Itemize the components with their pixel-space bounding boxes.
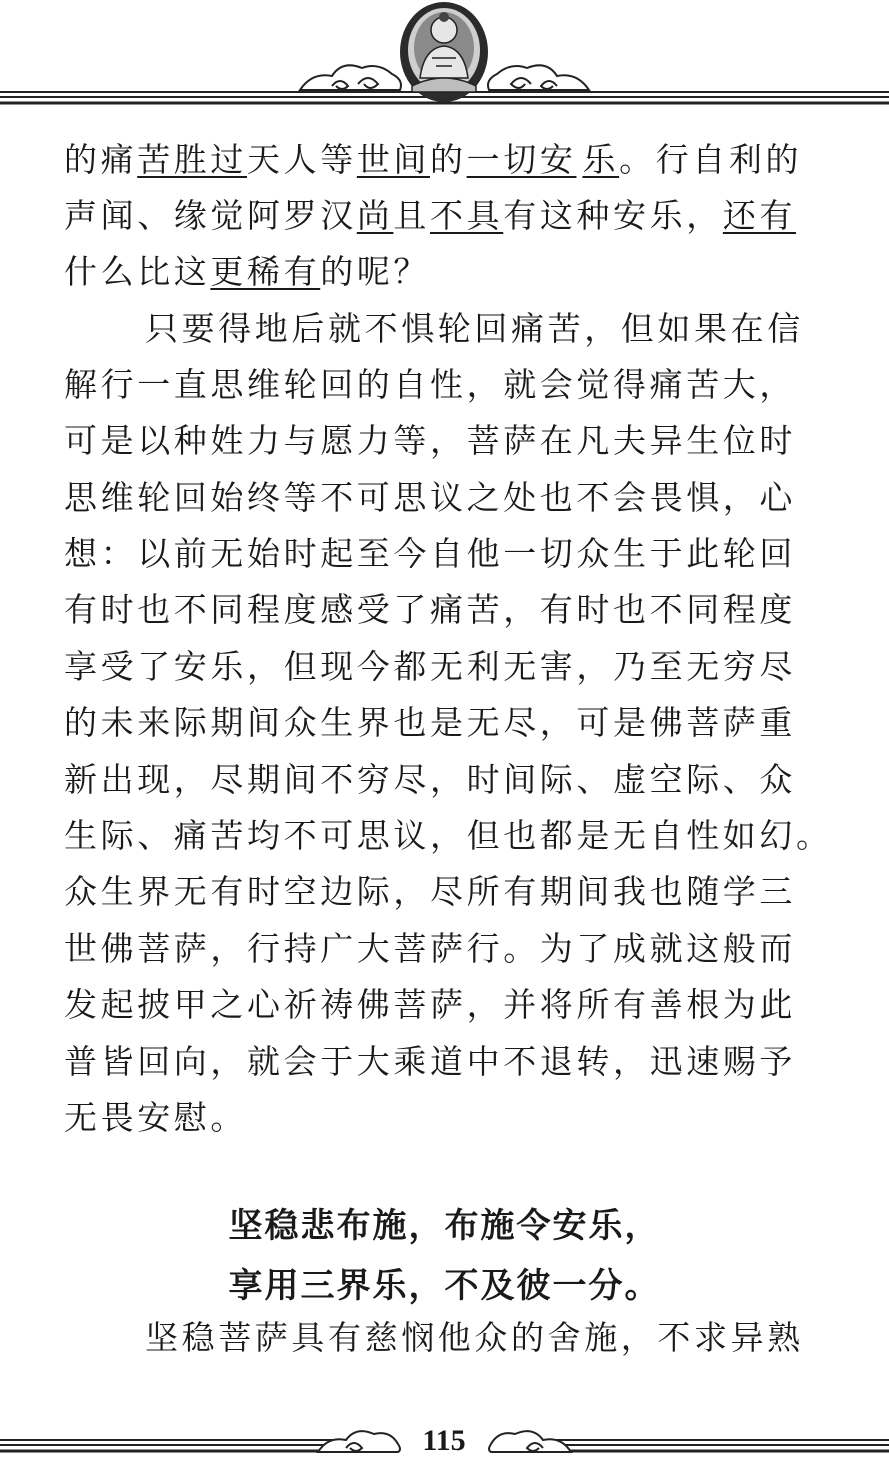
commentary-first-line: 坚稳菩萨具有慈悯他众的舍施，不求异熟	[145, 1318, 804, 1357]
underlined-text: 不具	[430, 196, 504, 235]
text-run: 声闻、缘觉阿罗汉	[64, 196, 357, 235]
text-line: 世佛菩萨，行持广大菩萨行。为了成就这般而	[64, 929, 796, 968]
text-line: 可是以种姓力与愿力等，菩萨在凡夫异生位时	[64, 421, 796, 460]
footer-cloud-left-icon	[318, 1431, 400, 1452]
buddha-medallion-icon	[400, 2, 488, 102]
text-run: 且	[393, 196, 431, 235]
cloud-scroll-right-icon	[488, 65, 589, 90]
header-ornament	[0, 0, 889, 112]
text-run: 天人等	[247, 140, 357, 179]
text-line: 思维轮回始终等不可思议之处也不会畏惧，心	[64, 478, 796, 517]
text-run: 的	[430, 140, 467, 179]
text-line: 享受了安乐，但现今都无利无害，乃至无穷尽	[64, 647, 796, 686]
text-line: 发起披甲之心祈祷佛菩萨，并将所有善根为此	[64, 985, 796, 1024]
text-run: 有这种安乐，	[503, 196, 723, 235]
text-line	[64, 196, 854, 236]
text-line: 众生界无有时空边际，尽所有期间我也随学三	[64, 872, 796, 911]
text-line	[64, 252, 854, 292]
text-line: 有时也不同程度感受了痛苦，有时也不同程度	[64, 590, 796, 629]
text-line: 的未来际期间众生界也是无尽，可是佛菩萨重	[64, 703, 796, 742]
footer-cloud-right-icon	[489, 1431, 571, 1452]
paragraph-first-line: 只要得地后就不惧轮回痛苦，但如果在信	[145, 309, 804, 348]
underlined-text: 尚	[356, 196, 394, 235]
underlined-text: 一切安	[466, 140, 577, 179]
page-number: 115	[422, 1424, 466, 1457]
underlined-text: 苦胜过	[137, 140, 248, 179]
text-run: 什么比这	[64, 252, 211, 291]
underlined-text: 世间	[356, 140, 431, 179]
text-line	[64, 140, 854, 180]
text-line: 解行一直思维轮回的自性，就会觉得痛苦大，	[64, 365, 796, 404]
text-run: 。行自利的	[619, 140, 803, 179]
text-line: 新出现，尽期间不穷尽，时间际、虚空际、众	[64, 760, 796, 799]
text-run: 的呢？	[320, 252, 431, 291]
underlined-text: 更稀有	[210, 252, 321, 291]
text-line: 无畏安慰。	[64, 1098, 247, 1137]
verse-line: 坚稳悲布施，布施令安乐，	[228, 1206, 661, 1246]
text-line: 生际、痛苦均不可思议，但也都是无自性如幻。	[64, 816, 833, 855]
text-line: 普皆回向，就会于大乘道中不退转，迅速赐予	[64, 1042, 796, 1081]
text-run: 的痛	[64, 140, 138, 179]
verse-line: 享用三界乐，不及彼一分。	[228, 1266, 661, 1306]
underlined-text: 还有	[722, 196, 797, 235]
underlined-text: 乐	[582, 140, 620, 179]
cloud-scroll-left-icon	[300, 65, 401, 90]
text-line: 想：以前无始时起至今自他一切众生于此轮回	[64, 534, 796, 573]
